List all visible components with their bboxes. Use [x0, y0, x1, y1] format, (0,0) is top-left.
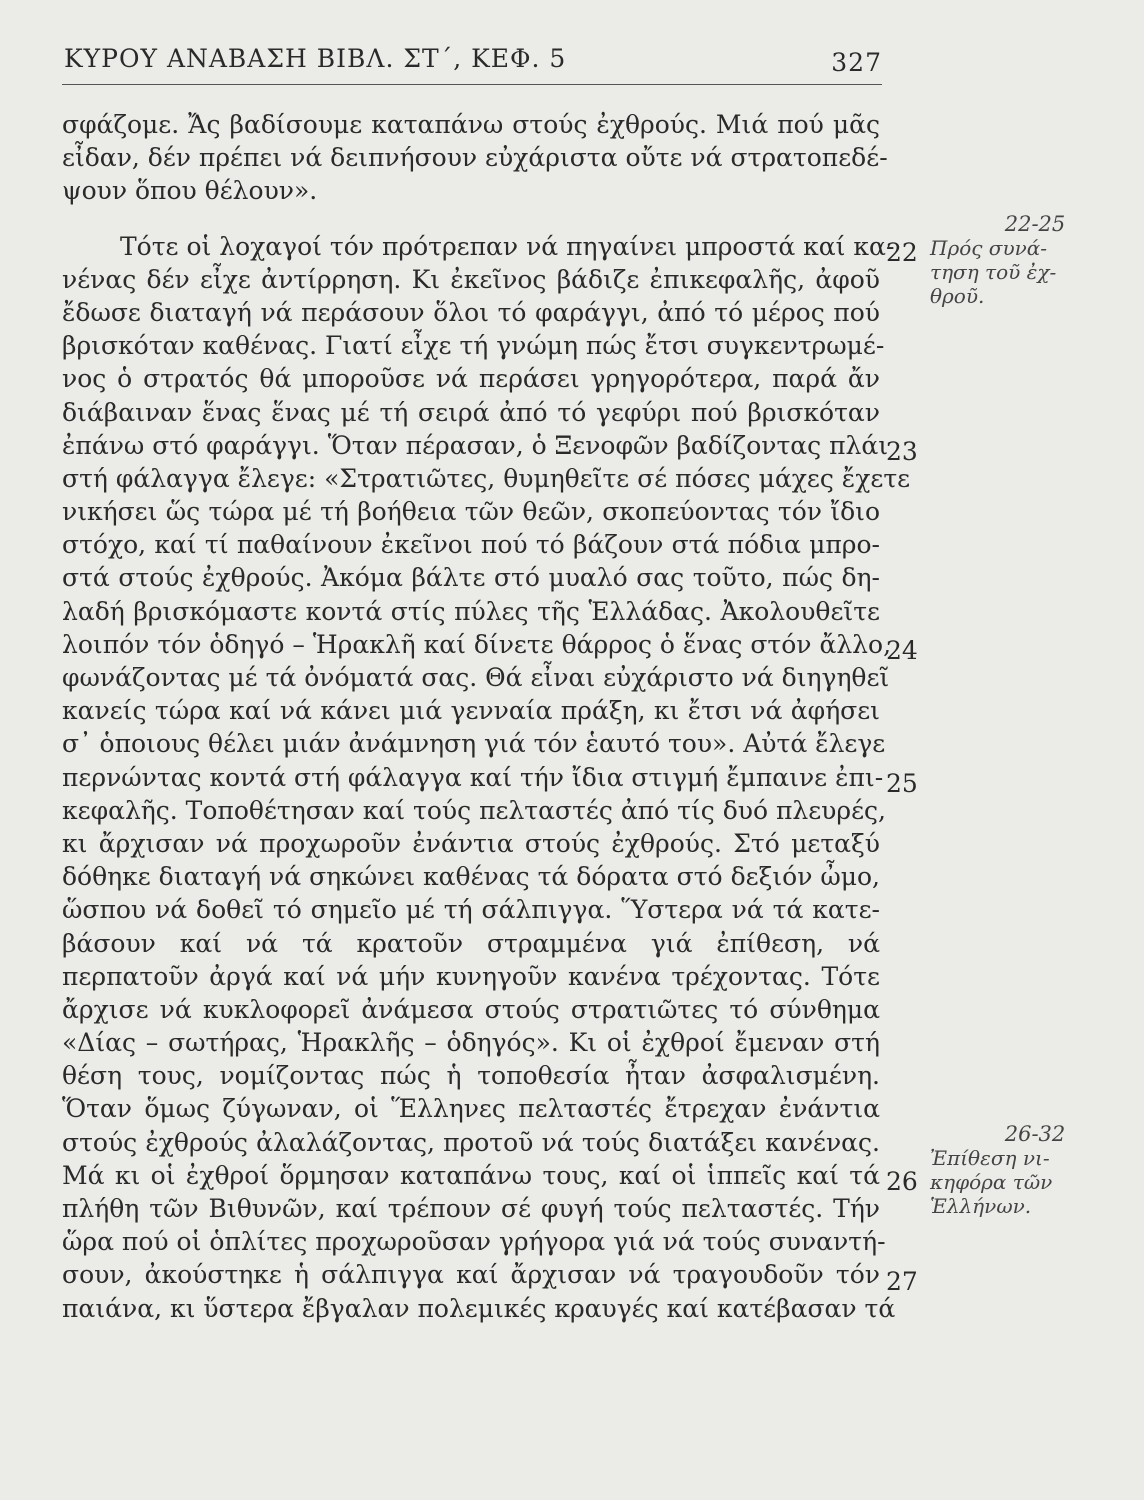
- text-line: πλήθη τῶν Βιθυνῶν, καί τρέπουν σέ φυγή τούς πελταστές. Τήν: [62, 1194, 880, 1223]
- text-line: στά στούς ἐχθρούς. Ἀκόμα βάλτε στό μυαλό σας τοῦτο, πώς δη-: [62, 563, 880, 593]
- text-line: κι ἄρχισαν νά προχωροῦν ἐνάντια στούς ἐχθρούς. Στό μεταξύ: [62, 828, 880, 858]
- text-line: βάσουν καί νά τά κρατοῦν στραμμένα γιά ἐπίθεση, νά: [62, 928, 880, 958]
- margin-note-range: 26-32: [1004, 1122, 1066, 1146]
- header-rule: [62, 84, 882, 85]
- text-line: σουν, ἀκούστηκε ἡ σάλπιγγα καί ἄρχισαν νά τραγουδοῦν τόν: [62, 1260, 880, 1290]
- running-header: [64, 40, 882, 80]
- text-line: Ὅταν ὅμως ζύγωναν, οἱ Ἕλληνες πελταστές ἔτρεχαν ἐνάντια: [62, 1094, 880, 1124]
- text-line: λαδή βρισκόμαστε κοντά στίς πύλες τῆς Ἑλλάδας. Ἀκολουθεῖτε: [62, 596, 880, 626]
- text-line: βρισκόταν καθένας. Γιατί εἶχε τή γνώμη πώς ἔτσι συγκεντρωμέ-: [62, 331, 885, 361]
- verse-number-25: 25: [886, 769, 918, 798]
- text-line: κανείς τώρα καί νά κάνει μιά γενναία πράξη, κι ἔτσι νά ἀφήσει: [62, 696, 880, 726]
- text-line: ψουν ὅπου θέλουν».: [62, 176, 318, 206]
- text-line: στή φάλαγγα ἔλεγε: «Στρατιῶτες, θυμηθεῖτε σέ πόσες μάχες ἔχετε: [62, 463, 911, 493]
- text-line: σφάζομε. Ἄς βαδίσουμε καταπάνω στούς ἐχθρούς. Μιά πού μᾶς: [62, 110, 880, 139]
- margin-note-22-25: [930, 212, 1140, 308]
- page-number: 327: [831, 48, 882, 77]
- text-line: λοιπόν τόν ὁδηγό – Ἡρακλῆ καί δίνετε θάρρος ὁ ἕνας στόν ἄλλο,: [62, 629, 892, 659]
- margin-note-line: Πρός συνά-: [930, 236, 1048, 260]
- text-line: Μά κι οἱ ἐχθροί ὅρμησαν καταπάνω τους, καί οἱ ἱππεῖς καί τά: [62, 1160, 880, 1190]
- text-line: φωνάζοντας μέ τά ὀνόματά σας. Θά εἶναι εὐχάριστο νά διηγηθεῖ: [62, 663, 890, 692]
- text-line: στόχο, καί τί παθαίνουν ἐκεῖνοι πού τό βάζουν στά πόδια μπρο-: [62, 530, 880, 560]
- text-line: νικήσει ὥς τώρα μέ τή βοήθεια τῶν θεῶν, σκοπεύοντας τόν ἴδιο: [62, 497, 880, 527]
- text-line: εἶδαν, δέν πρέπει νά δειπνήσουν εὐχάριστα οὔτε νά στρατοπεδέ-: [62, 143, 888, 173]
- text-line: ὥρα πού οἱ ὁπλίτες προχωροῦσαν γρήγορα γιά νά τούς συναντή-: [62, 1227, 886, 1257]
- verse-number-24: 24: [886, 636, 918, 665]
- text-line: δόθηκε διαταγή νά σηκώνει καθένας τά δόρατα στό δεξιόν ὦμο,: [62, 862, 880, 892]
- text-line: «Δίας – σωτήρας, Ἡρακλῆς – ὁδηγός». Κι οἱ ἐχθροί ἔμεναν στή: [62, 1028, 880, 1058]
- text-line: περπατοῦν ἀργά καί νά μήν κυνηγοῦν κανένα τρέχοντας. Τότε: [62, 961, 880, 991]
- margin-note-line: Ἐπίθεση νι-: [930, 1146, 1050, 1170]
- header-title: ΚΥΡΟΥ ΑΝΑΒΑΣΗ ΒΙΒΛ. ΣΤ΄, ΚΕΦ. 5: [64, 44, 567, 73]
- text-line: στούς ἐχθρούς ἀλαλάζοντας, προτοῦ νά τούς διατάξει κανένας.: [62, 1127, 880, 1157]
- text-line: σ᾽ ὁποιους θέλει μιάν ἀνάμνηση γιά τόν ἑαυτό του». Αὐτά ἔλεγε: [62, 729, 886, 759]
- text-line: νένας δέν εἶχε ἀντίρρηση. Κι ἐκεῖνος βάδιζε ἐπικεφαλῆς, ἀφοῦ: [62, 264, 880, 294]
- text-line: ὥσπου νά δοθεῖ τό σημεῖο μέ τή σάλπιγγα. Ὕστερα νά τά κατε-: [62, 895, 880, 925]
- text-line: περνώντας κοντά στή φάλαγγα καί τήν ἴδια στιγμή ἔμπαινε ἐπι-: [62, 762, 884, 792]
- verse-number-23: 23: [886, 437, 918, 466]
- text-line: νος ὁ στρατός θά μποροῦσε νά περάσει γρηγορότερα, παρά ἄν: [62, 364, 880, 394]
- text-line: θέση τους, νομίζοντας πώς ἡ τοποθεσία ἦταν ἀσφαλισμένη.: [62, 1061, 880, 1091]
- text-line: ἐπάνω στό φαράγγι. Ὅταν πέρασαν, ὁ Ξενοφῶν βαδίζοντας πλάι: [62, 430, 889, 460]
- text-line: ἄρχισε νά κυκλοφορεῖ ἀνάμεσα στούς στρατιῶτες τό σύνθημα: [62, 994, 880, 1024]
- paragraph-1: [62, 108, 888, 208]
- verse-number-26: 26: [886, 1167, 918, 1196]
- text-line: διάβαιναν ἕνας ἕνας μέ τή σειρά ἀπό τό γεφύρι πού βρισκόταν: [62, 397, 880, 427]
- paragraph-gap: [62, 208, 880, 230]
- text-line: Τότε οἱ λοχαγοί τόν πρότρεπαν νά πηγαίνει μπροστά καί κα-: [120, 231, 895, 261]
- margin-note-line: κηφόρα τῶν: [930, 1170, 1053, 1194]
- margin-note-line: Ἑλλήνων.: [930, 1194, 1032, 1218]
- text-line: κεφαλῆς. Τοποθέτησαν καί τούς πελταστές ἀπό τίς δυό πλευρές,: [62, 795, 886, 825]
- margin-note-line: τηση τοῦ ἐχ-: [930, 260, 1057, 284]
- margin-note-range: 22-25: [1004, 212, 1066, 236]
- verse-number-22: 22: [886, 238, 918, 267]
- margin-note-line: θροῦ.: [930, 284, 985, 308]
- text-line: ἔδωσε διαταγή νά περάσουν ὅλοι τό φαράγγι, ἀπό τό μέρος πού: [62, 297, 880, 327]
- verse-number-27: 27: [886, 1267, 918, 1296]
- text-line: παιάνα, κι ὕστερα ἔβγαλαν πολεμικές κραυγές καί κατέβασαν τά: [62, 1293, 896, 1323]
- margin-note-26-32: [930, 1122, 1140, 1218]
